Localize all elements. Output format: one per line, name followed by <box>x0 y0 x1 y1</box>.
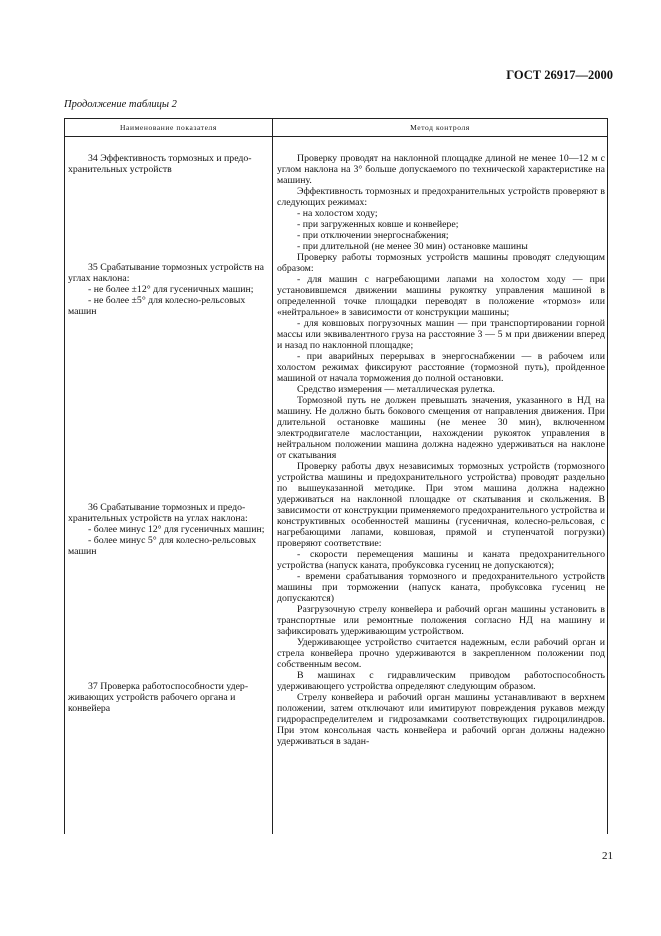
method-paragraph: В машинах с гидравлическим приводом работоспособность удерживающего устройства определяют следующим образом. <box>277 670 605 692</box>
method-mode-item: - при длительной (не менее 30 мин) остановке машины <box>297 241 528 252</box>
method-paragraph: Разгрузочную стрелу конвейера и рабочий орган машины установить в транспортные или ремонтные положения согласно НД на машину и зафиксировать удерживающим устройством. <box>277 604 605 637</box>
standard-designation: ГОСТ 26917—2000 <box>506 68 613 82</box>
method-paragraph: Средство измерения — металлическая рулетка. <box>297 384 495 395</box>
method-paragraph: Эффективность тормозных и предохранительных устройств проверяют в следующих режимах: <box>277 186 605 208</box>
row-35-title: 35 Срабатывание тормозных устройств на углах наклона: <box>68 262 265 284</box>
method-column <box>277 153 605 747</box>
method-paragraph: Тормозной путь не должен превышать значения, указанного в НД на машину. Не должно быть бокового смещения от направления движения. При длительной остановке машины (не менее 30 мин), включенном электродвигателе маслостанции, нахождении рукояток управления в нейтральном положении машина должна надежно удерживаться на наклоне от скатывания <box>277 395 605 461</box>
page-number: 21 <box>602 850 613 862</box>
method-paragraph: Проверку работы тормозных устройств машины проводят следующим образом: <box>277 252 605 274</box>
method-paragraph: Стрелу конвейера и рабочий орган машины устанавливают в верхнем положении, затем отключают или имитируют повреждения рукавов между гидрораспределителем и гидрозамками соответствующих гидроцилиндров. При этом консольная часть конвейера и рабочий орган должны надежно удерживаться в задан- <box>277 692 605 747</box>
method-paragraph: - времени срабатывания тормозного и предохранительного устройств машины при торможении (напуск каната, пробуксовка гусениц не допускаются) <box>277 571 605 604</box>
row-35-item: - не более ±12° для гусеничных машин; <box>88 284 254 295</box>
row-35-indicator <box>68 262 269 317</box>
method-mode-item: - на холостом ходу; <box>297 208 378 219</box>
table-header <box>65 119 607 137</box>
method-paragraph: - при аварийных перерывах в энергоснабжении — в рабочем или холостом режимах фиксируют расстояние (тормозной путь), пройденное машиной от начала торможения до полной остановки. <box>277 351 605 384</box>
row-36-item: - более минус 12° для гусеничных машин; <box>88 524 265 535</box>
method-paragraph: - для машин с нагребающими лапами на холостом ходу — при установившемся движении машины рукоятку управления машиной в определенной точке площадки переводят в положение «тормоз» или «нейтральное» в зависимости от конструкции машины; <box>277 274 605 318</box>
row-34-title: 34 Эффективность тормозных и предохранительных устройств <box>68 153 252 175</box>
table-continuation-label: Продолжение таблицы 2 <box>64 99 177 110</box>
row-35-item: - не более ±5° для колесно-рельсовых машин <box>68 295 246 317</box>
column-divider <box>272 119 273 834</box>
method-paragraph: Удерживающее устройство считается надежным, если рабочий орган и стрела конвейера прочно удерживаются в закрепленном положении под собственным весом. <box>277 637 605 670</box>
row-37-indicator <box>68 681 269 714</box>
row-36-title: 36 Срабатывание тормозных и предохранительных устройств на углах наклона: <box>68 502 248 524</box>
method-mode-item: - при отключении энергоснабжения; <box>297 230 449 241</box>
row-36-item: - более минус 5° для колесно-рельсовых машин <box>68 535 257 557</box>
col-header-indicator: Наименование показателя <box>120 123 217 132</box>
method-paragraph: - для ковшовых погрузочных машин — при транспортировании горной массы или эквивалентного груза на расстояние 3 — 5 м при движении вперед и назад по наклонной площадке; <box>277 318 605 351</box>
method-mode-item: - при загруженных ковше и конвейере; <box>297 219 459 230</box>
method-paragraph: Проверку работы двух независимых тормозных устройств (тормозного устройства машины и предохранительного устройства) проводят раздельно по вышеуказанной методике. При этом машина должна надежно удерживаться на наклонной площадке от скатывания и скольжения. В зависимости от конструкции применяемого предохранительного устройства и конструктивных особенностей машины (гусеничная, колесно-рельсовая, с нагребающими лапами, ковшовая, прямой и ступенчатой погрузки) проверяют соответствие: <box>277 461 605 549</box>
method-paragraph: Проверку проводят на наклонной площадке длиной не менее 10—12 м с углом наклона на 3° больше допускаемого по технической характеристике на машину. <box>277 153 605 186</box>
requirements-table <box>64 118 608 834</box>
col-header-method: Метод контроля <box>410 123 470 132</box>
method-paragraph: - скорости перемещения машины и каната предохранительного устройства (напуск каната, пробуксовка гусениц не допускаются); <box>277 549 605 571</box>
row-36-indicator <box>68 502 269 557</box>
row-37-title: 37 Проверка работоспособности удерживающих устройств рабочего органа и конвейера <box>68 681 249 714</box>
row-34-indicator <box>68 153 269 175</box>
